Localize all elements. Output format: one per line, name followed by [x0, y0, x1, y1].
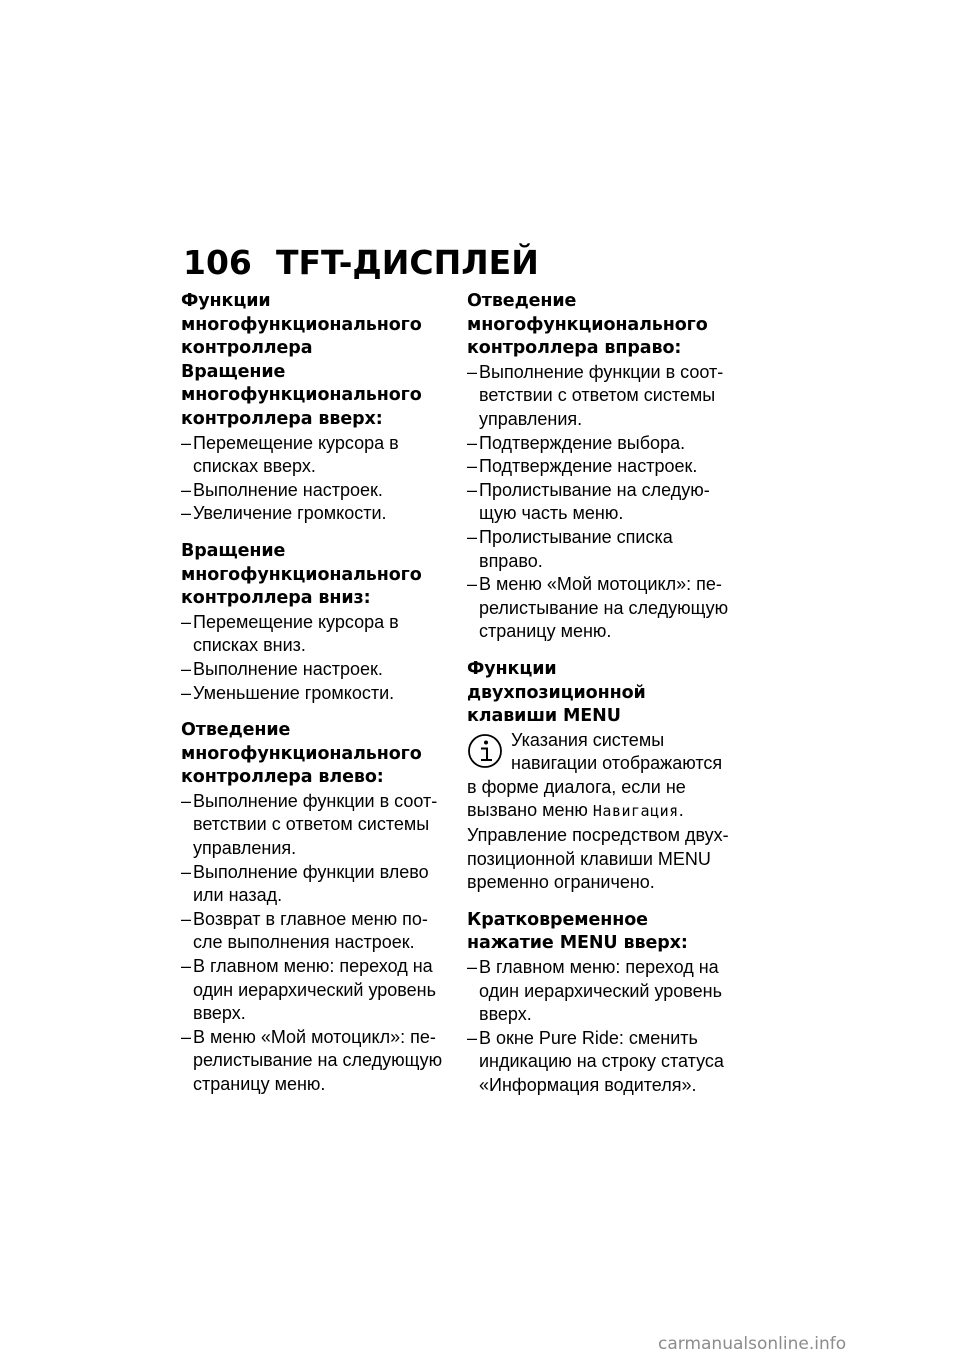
info-icon	[467, 733, 503, 769]
page-title: TFT-ДИСПЛЕЙ	[276, 243, 539, 282]
list-item: – Возврат в главное меню по-сле выполнения настроек.	[181, 908, 443, 955]
menu-name: Навигация	[592, 802, 679, 821]
list-item: – Уменьшение громкости.	[181, 682, 443, 706]
section-heading: Кратковременное нажатие MENU вверх:	[467, 909, 688, 954]
list-item: – В окне Pure Ride: сменить индикацию на строку статуса «Информация водителя».	[467, 1027, 729, 1098]
section-heading: Функции многофункционального контроллера	[181, 291, 422, 359]
list-item: – В главном меню: переход на один иерархический уровень вверх.	[181, 955, 443, 1026]
list-item: – Выполнение функции в соот-ветствии с ответом системы управления.	[467, 361, 729, 432]
bullet-list	[467, 956, 729, 1098]
list-item: – Выполнение функции в соот-ветствии с ответом системы управления.	[181, 790, 443, 861]
list-item: – Подтверждение выбора.	[467, 432, 729, 456]
list-item: – Пролистывание списка вправо.	[467, 526, 729, 573]
list-item: – Выполнение настроек.	[181, 658, 443, 682]
list-item: – Подтверждение настроек.	[467, 455, 729, 479]
left-column	[181, 290, 443, 1111]
note-text: Указания системы навигации отображаются в форме диалога, если не вызвано меню	[467, 729, 723, 821]
section-heading: Вращение многофункционального контроллера вниз:	[181, 540, 422, 609]
section-heading: Отведение многофункционального контроллера вправо:	[467, 291, 708, 359]
info-note	[467, 729, 729, 895]
list-item: – В меню «Мой мотоцикл»: пе-релистывание на следующую страницу меню.	[467, 573, 729, 644]
list-item: – Выполнение функции влево или назад.	[181, 861, 443, 908]
note-text-end: . Управление посредством двух-позиционной клавиши MENU временно ограничено.	[467, 800, 729, 893]
page-header	[183, 243, 539, 283]
bullet-list	[181, 432, 443, 526]
list-item: – Выполнение настроек.	[181, 479, 443, 503]
section-heading: Вращение многофункционального контроллера вверх:	[181, 361, 422, 429]
list-item: – Перемещение курсора в списках вверх.	[181, 432, 443, 479]
list-item: – Пролистывание на следую-щую часть меню.	[467, 479, 729, 526]
section-heading: Отведение многофункционального контроллера влево:	[181, 720, 422, 788]
list-item: – В меню «Мой мотоцикл»: пе-релистывание на следующую страницу меню.	[181, 1026, 443, 1097]
bullet-list	[181, 611, 443, 705]
section-heading: Функции двухпозиционной клавиши MENU	[467, 658, 646, 727]
bullet-list	[181, 790, 443, 1097]
list-item: – Перемещение курсора в списках вниз.	[181, 611, 443, 658]
watermark: carmanualsonline.info	[658, 1334, 847, 1354]
bullet-list	[467, 361, 729, 644]
right-column	[467, 290, 729, 1112]
list-item: – Увеличение громкости.	[181, 502, 443, 526]
page-number: 106	[183, 243, 252, 282]
list-item: – В главном меню: переход на один иерархический уровень вверх.	[467, 956, 729, 1027]
